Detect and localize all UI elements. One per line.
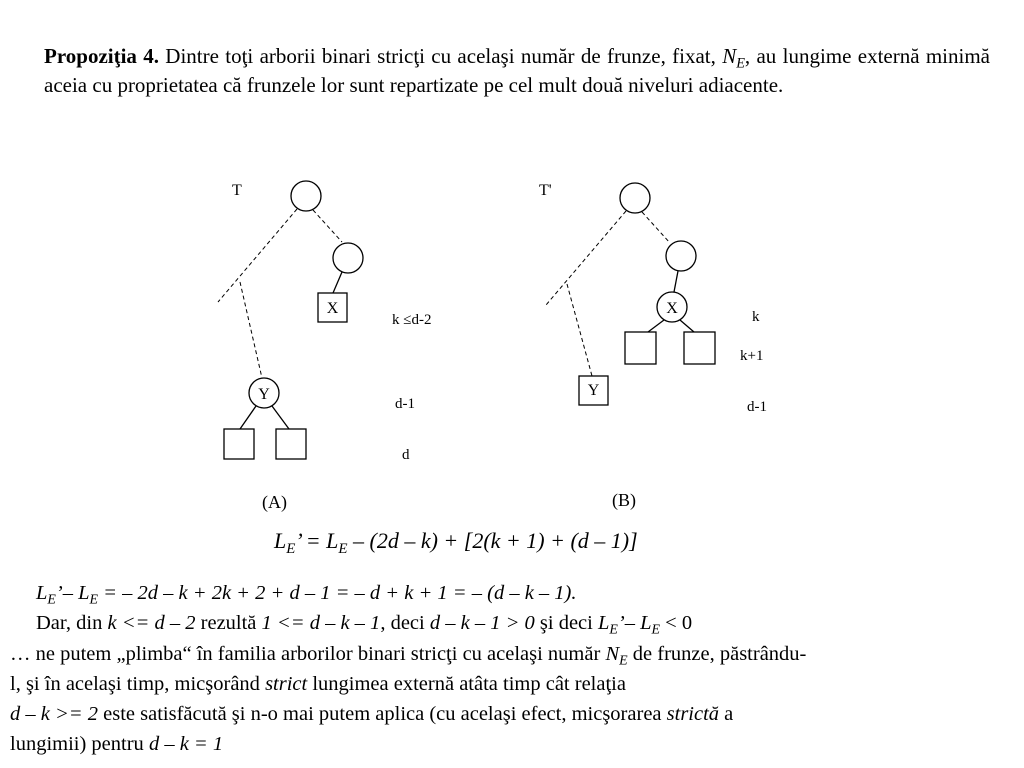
tree-b-root — [620, 183, 650, 213]
line-strict: l, şi în acelaşi timp, micşorând strict lungimea externă atâta timp cât relaţia — [10, 673, 626, 695]
tree-b-y-label: Y — [587, 382, 600, 399]
tree-a-y-label: Y — [258, 386, 270, 403]
tree-a-inner-node — [333, 243, 363, 273]
tree-a-level-d: d — [402, 447, 410, 463]
tree-b-level-k: k — [752, 309, 760, 325]
tree-b-leaf-left — [625, 332, 656, 364]
tree-a-edge-y-right — [272, 406, 289, 429]
var-n: N — [722, 44, 737, 68]
line-difference: $L_E’-$ $L_E$ = – 2d – k + 2k + 2 + d – 1 = – d + k + 1 = – (d – k – 1). — [36, 582, 577, 608]
line-plimba: … ne putem „plimba“ în familia arborilor binari stricţi cu acelaşi număr $N_E$ de frunze, păstrându- — [10, 643, 807, 669]
tree-a-level-k: k ≤d-2 — [392, 312, 432, 328]
line-satisfied: d – k >= 2 este satisfăcută şi n-o mai putem aplica (cu acelaşi efect, micşorarea strictă a — [10, 703, 734, 725]
tree-a-leaf-left — [224, 429, 254, 459]
tree-b-leaf-right — [684, 332, 715, 364]
tree-a-root — [291, 181, 321, 211]
tree-b-edge-x-right — [680, 320, 694, 332]
tree-b-edge-to-x — [674, 271, 678, 292]
tree-b-edge-x-left — [648, 320, 664, 332]
formula-le-prime: $L_E$’ = $L_E - (2d - k) + [2(k + 1) + (d - 1)]$ — [274, 528, 638, 557]
tree-b-edge-root-right — [642, 212, 670, 243]
proposition-text-2: , au lungime externă minimă aceia cu proprietatea că frunzele lor sunt repartizate pe cel mult două niveluri adiacente. — [44, 44, 991, 97]
tree-a-edge-root-left — [218, 209, 297, 302]
tree-b-level-k1: k+1 — [740, 348, 764, 364]
proposition-text-1: Dintre toţi arborii binari stricţi cu acelaşi număr de frunze, fixat, — [159, 44, 723, 68]
tree-b-edge-root-left — [546, 211, 626, 305]
var-n-subscript: E — [736, 55, 745, 72]
tree-b-inner-node — [666, 241, 696, 271]
tree-b-edge-to-y — [567, 284, 592, 376]
tree-b-caption: (B) — [612, 490, 636, 510]
tree-b-x-label: X — [666, 300, 678, 317]
tree-a-x-label: X — [326, 300, 339, 317]
tree-a-title: T — [232, 182, 242, 199]
tree-a-edge-root-right — [313, 210, 342, 242]
tree-a-edge-to-x — [333, 272, 342, 293]
line-conclusion: Dar, din k <= d – 2 rezultă 1 <= d – k – 1, deci d – k – 1 > 0 şi deci $L_E’-$ $L_E < 0$ — [36, 612, 693, 638]
tree-b-title: T' — [539, 182, 552, 199]
tree-a — [218, 181, 431, 513]
tree-b — [539, 182, 767, 511]
tree-a-caption: (A) — [262, 492, 287, 512]
tree-a-edge-y-left — [240, 406, 256, 429]
tree-a-edge-to-y — [240, 282, 262, 378]
tree-a-level-d1: d-1 — [395, 396, 415, 412]
line-final: lungimii) pentru d – k = 1 — [10, 733, 224, 755]
tree-a-leaf-right — [276, 429, 306, 459]
tree-b-level-d1: d-1 — [747, 399, 767, 415]
proposition-heading: Propoziţia 4. — [44, 44, 159, 68]
